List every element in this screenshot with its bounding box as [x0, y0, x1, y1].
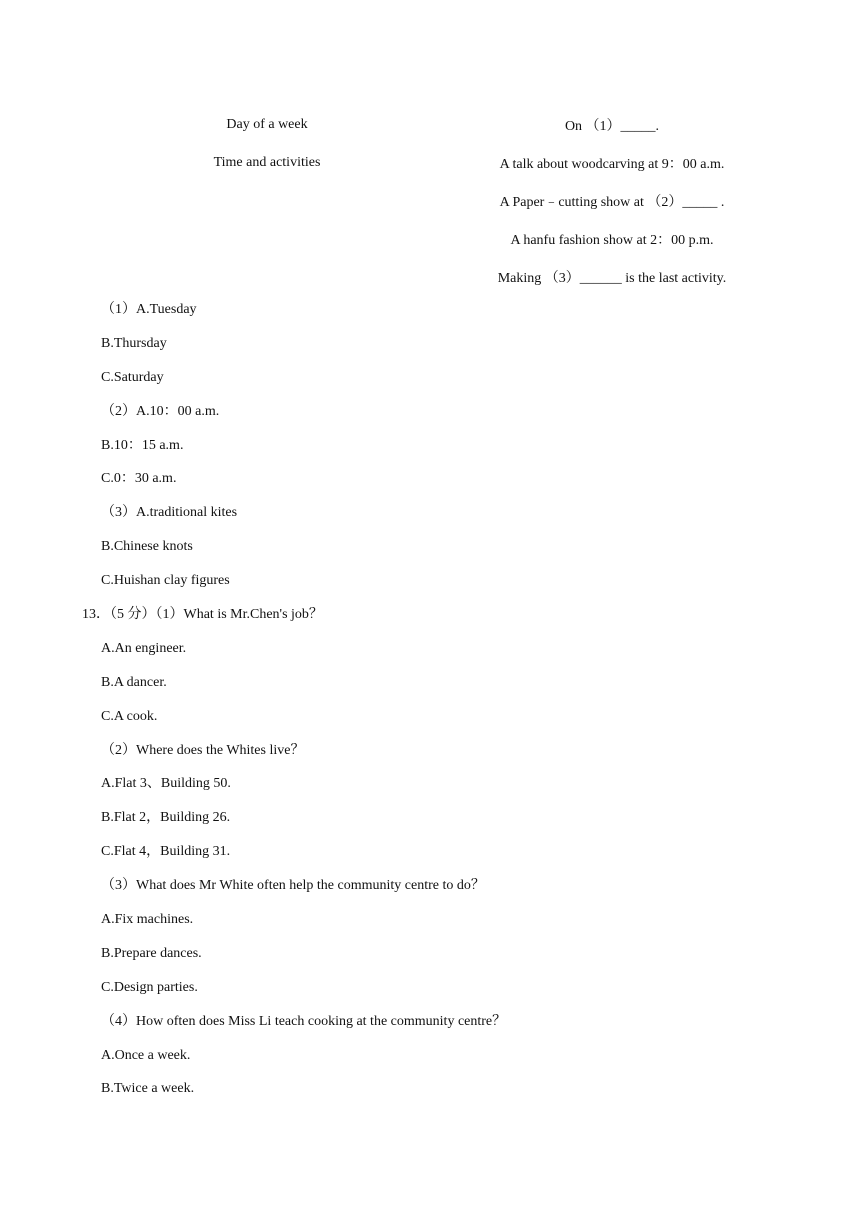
q12-sub3-option-b: B.Chinese knots — [101, 539, 193, 555]
q13-1-option-c: C.A cook. — [101, 708, 158, 724]
q13-3-option-c: C.Design parties. — [101, 979, 198, 995]
q13-4-option-b: B.Twice a week. — [101, 1081, 195, 1097]
q13-3-option-a: A.Fix machines. — [101, 912, 194, 928]
q12-sub2-option-b: B.10：15 a.m. — [101, 437, 184, 453]
notice-row-value: On （1）_____. — [564, 119, 660, 134]
q13-2-option-b: B.Flat 2，Building 26. — [101, 810, 231, 826]
q13-3-question: （3）What does Mr White often help the community centre to do？ — [101, 878, 485, 894]
q12-sub2-option-c: C.0：30 a.m. — [101, 471, 177, 487]
notice-row-value: A Paper﹣cutting show at （2）_____ . — [499, 195, 725, 210]
notice-row-label: Day of a week — [226, 117, 308, 132]
question-list — [0, 293, 860, 1106]
q12-sub1-option-a: （1）A.Tuesday — [101, 302, 197, 317]
notice-row-value: A talk about woodcarving at 9：00 a.m. — [499, 157, 725, 172]
q13-4-question: （4）How often does Miss Li teach cooking at the community centre？ — [101, 1013, 507, 1029]
q13-4-option-a: A.Once a week. — [101, 1047, 191, 1063]
q12-sub1-option-b: B.Thursday — [101, 335, 167, 351]
q13-1-option-b: B.A dancer. — [101, 674, 167, 690]
notice-row-value: A hanfu fashion show at 2：00 p.m. — [510, 233, 714, 248]
q13-2-question: （2）Where does the Whites live？ — [101, 742, 305, 758]
notice-row — [150, 182, 770, 220]
notice-table — [150, 106, 770, 296]
q12-sub3-option-a: （3）A.traditional kites — [101, 505, 238, 521]
notice-row-value: Making （3）______ is the last activity. — [497, 271, 727, 286]
q12-sub1-option-c: C.Saturday — [101, 369, 164, 385]
notice-row — [150, 144, 770, 182]
q13-1-option-a: A.An engineer. — [101, 640, 187, 656]
q13-2-option-a: A.Flat 3、Building 50. — [101, 776, 231, 792]
notice-row — [150, 106, 770, 144]
notice-row — [150, 258, 770, 296]
q13-2-option-c: C.Flat 4，Building 31. — [101, 844, 231, 860]
notice-row — [150, 220, 770, 258]
notice-row-label: Time and activities — [213, 155, 321, 170]
q12-sub3-option-c: C.Huishan clay figures — [101, 573, 230, 589]
q13-header: 13．（5 分）（1）What is Mr.Chen's job？ — [82, 607, 323, 623]
q13-3-option-b: B.Prepare dances. — [101, 945, 202, 961]
q12-sub2-option-a: （2）A.10：00 a.m. — [101, 403, 220, 419]
